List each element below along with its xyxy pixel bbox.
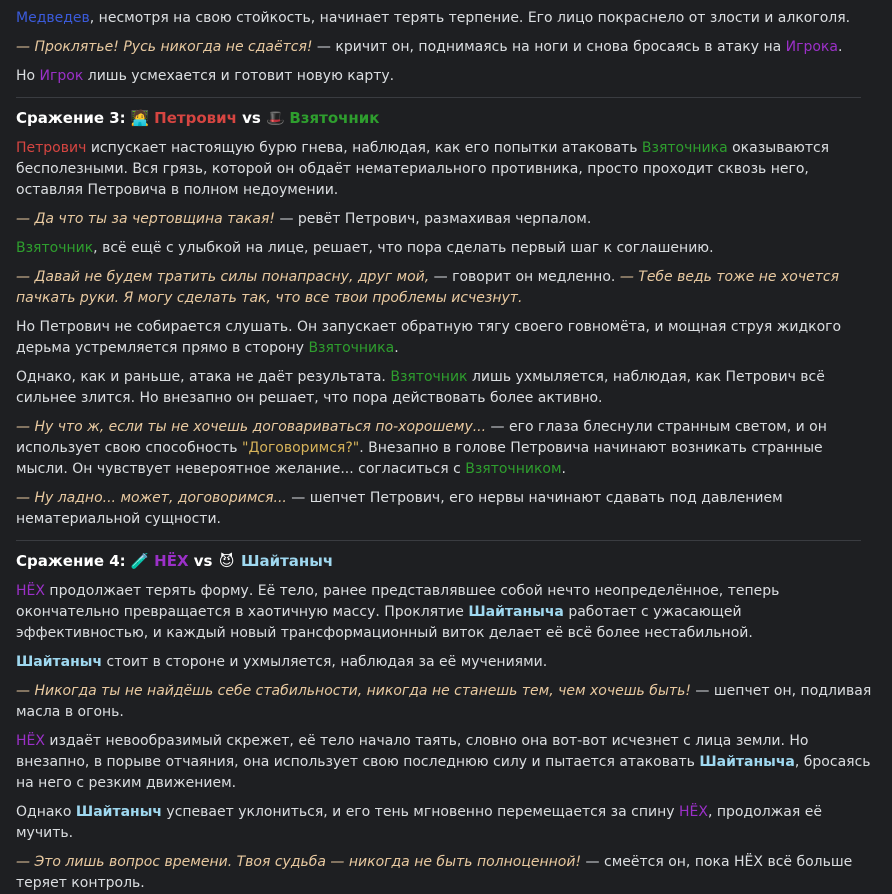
message-paragraph [16, 138, 878, 201]
devil-emoji-icon: 😈 [218, 552, 235, 570]
character-name-player: Игрока [785, 39, 838, 55]
battle-heading-label: Сражение 3: [16, 109, 126, 127]
narration-text: — шепчет он, подливая масла в огонь. [16, 683, 872, 720]
dialogue-quote: — Давай не будем тратить силы понапрасну, друг мой, [16, 269, 430, 285]
message-paragraph [16, 367, 878, 409]
vs-label: vs [193, 552, 213, 570]
narration-text: — ревёт Петрович, размахивая черпалом. [275, 211, 592, 227]
narration-text: лишь ухмыляется, наблюдая, как Петрович всё сильнее злится. Но внезапно он решает, что пора действовать более активно. [16, 369, 825, 406]
dialogue-quote: — Да что ты за чертовщина такая! [16, 211, 276, 227]
character-name-nyokh: НЁХ [16, 733, 45, 749]
narration-text: , продолжая её мучить. [16, 804, 822, 841]
character-name-shaitanych: Шайтаныча [468, 604, 564, 620]
section-divider [16, 540, 861, 541]
test-tube-emoji-icon: 🧪 [130, 552, 150, 570]
character-name-shaitanych: Шайтаныч [75, 804, 162, 820]
message-paragraph [16, 267, 878, 309]
punctuation: . [394, 340, 399, 356]
character-name-shaitanych: Шайтаныч [16, 654, 103, 670]
narration-text: — его глаза блеснули странным светом, и он использует свою способность [16, 419, 827, 456]
narration-text: лишь усмехается и готовит новую карту. [83, 68, 395, 84]
narration-text: Однако, как и раньше, атака не даёт результата. [16, 369, 391, 385]
dialogue-quote: — Это лишь вопрос времени. Твоя судьба — никогда не быть полноценной! [16, 854, 582, 870]
chat-log [0, 8, 892, 894]
dialogue-quote: — Тебе ведь тоже не хочется пачкать руки. Я могу сделать так, что все твои проблемы исчезнут. [16, 269, 839, 306]
dialogue-quote: — Проклятье! Русь никогда не сдаётся! [16, 39, 313, 55]
narration-text: . Внезапно в голове Петровича начинают возникать странные мысли. Он чувствует невероятное желание... согласиться с [16, 440, 823, 477]
message-paragraph [16, 317, 878, 359]
message-paragraph [16, 581, 878, 644]
narration-text: Однако [16, 804, 76, 820]
punctuation: . [561, 461, 566, 477]
character-name-vzyatochnik: Взяточник [390, 369, 468, 385]
technologist-emoji-icon: 🧑‍💻 [130, 109, 150, 127]
section-divider [16, 97, 861, 98]
fighter-name-nyokh: НЁХ [154, 552, 189, 570]
narration-text: Но [16, 68, 40, 84]
character-name-vzyatochnik: Взяточника [308, 340, 395, 356]
narration-text: продолжает терять форму. Её тело, ранее представлявшее собой нечто неопределённое, теперь окончательно превращается в хаотичную массу. Проклятие [16, 583, 780, 620]
narration-text: — кричит он, поднимаясь на ноги и снова бросаясь в атаку на [312, 39, 786, 55]
message-paragraph [16, 238, 878, 259]
character-name-nyokh: НЁХ [16, 583, 45, 599]
narration-text: Но Петрович не собирается слушать. Он запускает обратную тягу своего говномёта, и мощная струя жидкого дерьма устремляется прямо в сторону [16, 319, 842, 356]
message-paragraph [16, 66, 878, 87]
battle-3-heading [16, 106, 878, 130]
dialogue-quote: — Никогда ты не найдёшь себе стабильности, никогда не станешь тем, чем хочешь быть! [16, 683, 691, 699]
dialogue-quote: — Ну что ж, если ты не хочешь договариваться по-хорошему... [16, 419, 487, 435]
narration-text: успевает уклониться, и его тень мгновенно перемещается за спину [161, 804, 679, 820]
dialogue-quote: — Ну ладно... может, договоримся... [16, 490, 287, 506]
character-name-vzyatochnik: Взяточник [16, 240, 94, 256]
message-paragraph [16, 37, 878, 58]
message-paragraph [16, 731, 878, 794]
character-name-medvedev: Медведев [16, 10, 90, 26]
character-name-vzyatochnik: Взяточника [641, 140, 728, 156]
narration-text: , несмотря на свою стойкость, начинает терять терпение. Его лицо покраснело от злости и алкоголя. [89, 10, 851, 26]
fighter-name-shaitanych: Шайтаныч [240, 552, 334, 570]
narration-text: испускает настоящую бурю гнева, наблюдая, как его попытки атаковать [86, 140, 642, 156]
message-paragraph [16, 802, 878, 844]
message-paragraph [16, 681, 878, 723]
narration-text: — смеётся он, пока НЁХ всё больше теряет контроль. [16, 854, 853, 891]
character-name-player: Игрок [39, 68, 84, 84]
message-paragraph [16, 652, 878, 673]
punctuation: . [837, 39, 843, 55]
message-paragraph [16, 417, 878, 480]
narration-text: — шепчет Петрович, его нервы начинают сдавать под давлением нематериальной сущности. [16, 490, 783, 527]
message-paragraph [16, 8, 878, 29]
fighter-name-vzyatochnik: Взяточник [289, 109, 380, 127]
fighter-name-petrovich: Петрович [154, 109, 237, 127]
narration-text: , бросаясь на него с резким движением. [16, 754, 871, 791]
narration-text: стоит в стороне и ухмыляется, наблюдая за её мучениями. [102, 654, 548, 670]
narration-text: работает с ужасающей эффективностью, и каждый новый трансформационный виток делает её всё более нестабильной. [16, 604, 753, 641]
narration-text: , всё ещё с улыбкой на лице, решает, что пора сделать первый шаг к соглашению. [93, 240, 714, 256]
battle-4-heading [16, 549, 878, 573]
character-name-nyokh: НЁХ [678, 804, 708, 820]
narration-text: — говорит он медленно. [429, 269, 620, 285]
character-name-vzyatochnik: Взяточником [465, 461, 562, 477]
vs-label: vs [242, 109, 261, 127]
message-paragraph [16, 209, 878, 230]
message-paragraph [16, 488, 878, 530]
battle-heading-label: Сражение 4: [16, 552, 126, 570]
ability-name: "Договоримся?" [242, 440, 360, 456]
character-name-shaitanych: Шайтаныча [699, 754, 795, 770]
top-hat-emoji-icon: 🎩 [266, 109, 285, 127]
character-name-petrovich: Петрович [16, 140, 87, 156]
message-paragraph [16, 852, 878, 894]
narration-text: издаёт невообразимый скрежет, её тело начало таять, словно она вот-вот исчезнет с лица земли. Но внезапно, в порыве отчаяния, она использует свою последнюю силу и пытается атаковать [16, 733, 809, 770]
narration-text: оказываются бесполезными. Вся грязь, которой он обдаёт нематериального противника, просто проходит сквозь него, оставляя Петровича в полном недоумении. [16, 140, 830, 198]
